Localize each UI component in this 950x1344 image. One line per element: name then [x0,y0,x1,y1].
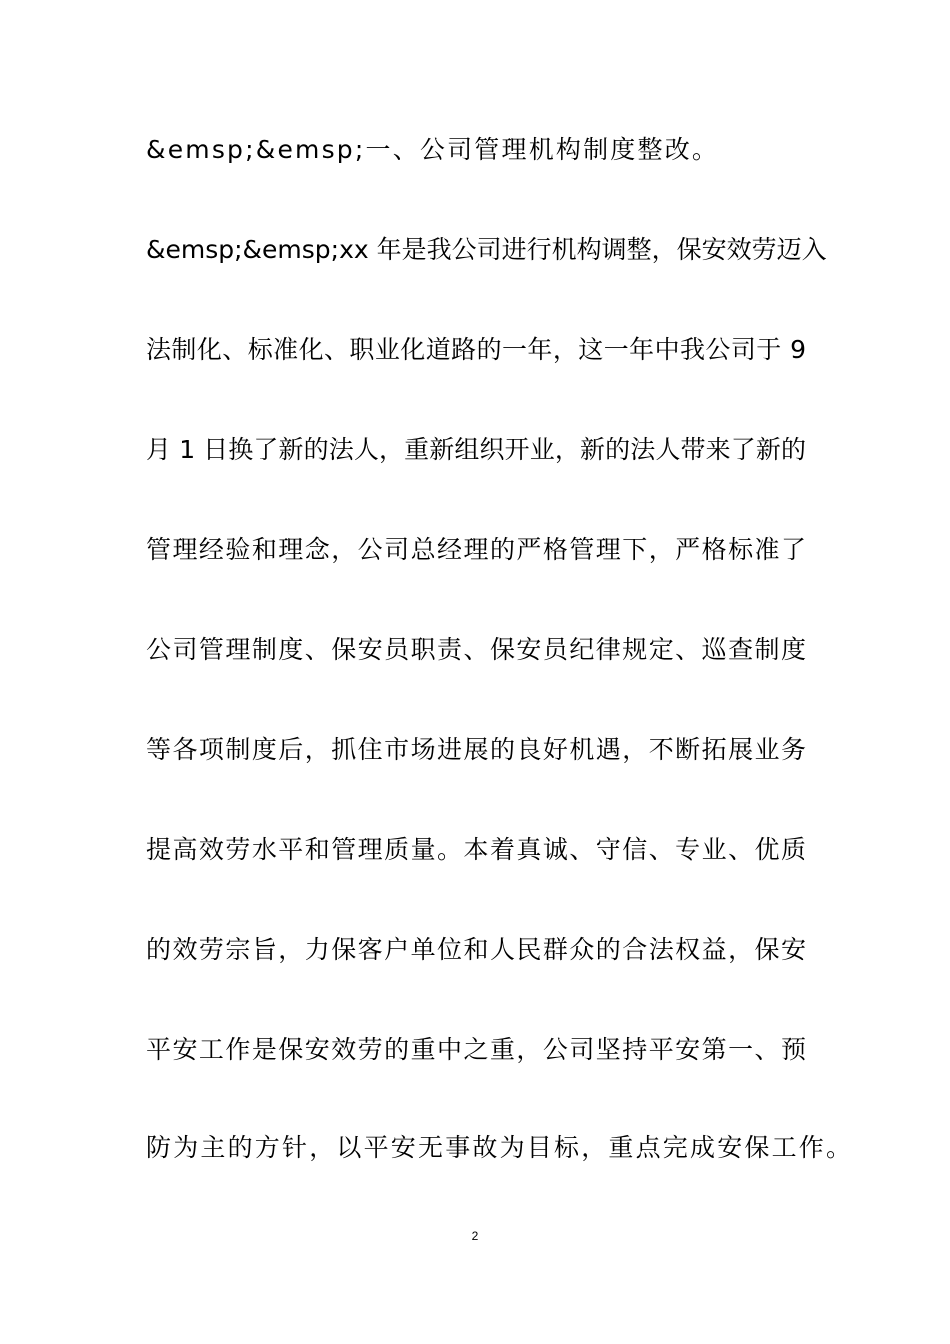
paragraph-line: 防为主的方针，以平安无事故为目标，重点完成安保工作。 [146,1133,854,1162]
paragraph-line: 月 1 日换了新的法人，重新组织开业，新的法人带来了新的 [146,435,806,464]
page-number: 2 [471,1229,479,1243]
paragraph-line: 等各项制度后，抓住市场进展的良好机遇，不断拓展业务 [146,735,806,764]
paragraph-line: &emsp;&emsp;xx 年是我公司进行机构调整，保安效劳迈入 [146,235,827,264]
paragraph-line: 的效劳宗旨，力保客户单位和人民群众的合法权益，保安 [146,935,806,964]
paragraph-line: 管理经验和理念，公司总经理的严格管理下，严格标准了 [146,535,806,564]
section-heading: &emsp;&emsp;一、公司管理机构制度整改。 [146,135,720,164]
paragraph-line: 平安工作是保安效劳的重中之重，公司坚持平安第一、预 [146,1035,806,1064]
paragraph-line: 公司管理制度、保安员职责、保安员纪律规定、巡查制度 [146,635,806,664]
paragraph-line: 法制化、标准化、职业化道路的一年，这一年中我公司于 9 [146,335,806,364]
paragraph-line: 提高效劳水平和管理质量。本着真诚、守信、专业、优质 [146,835,806,864]
